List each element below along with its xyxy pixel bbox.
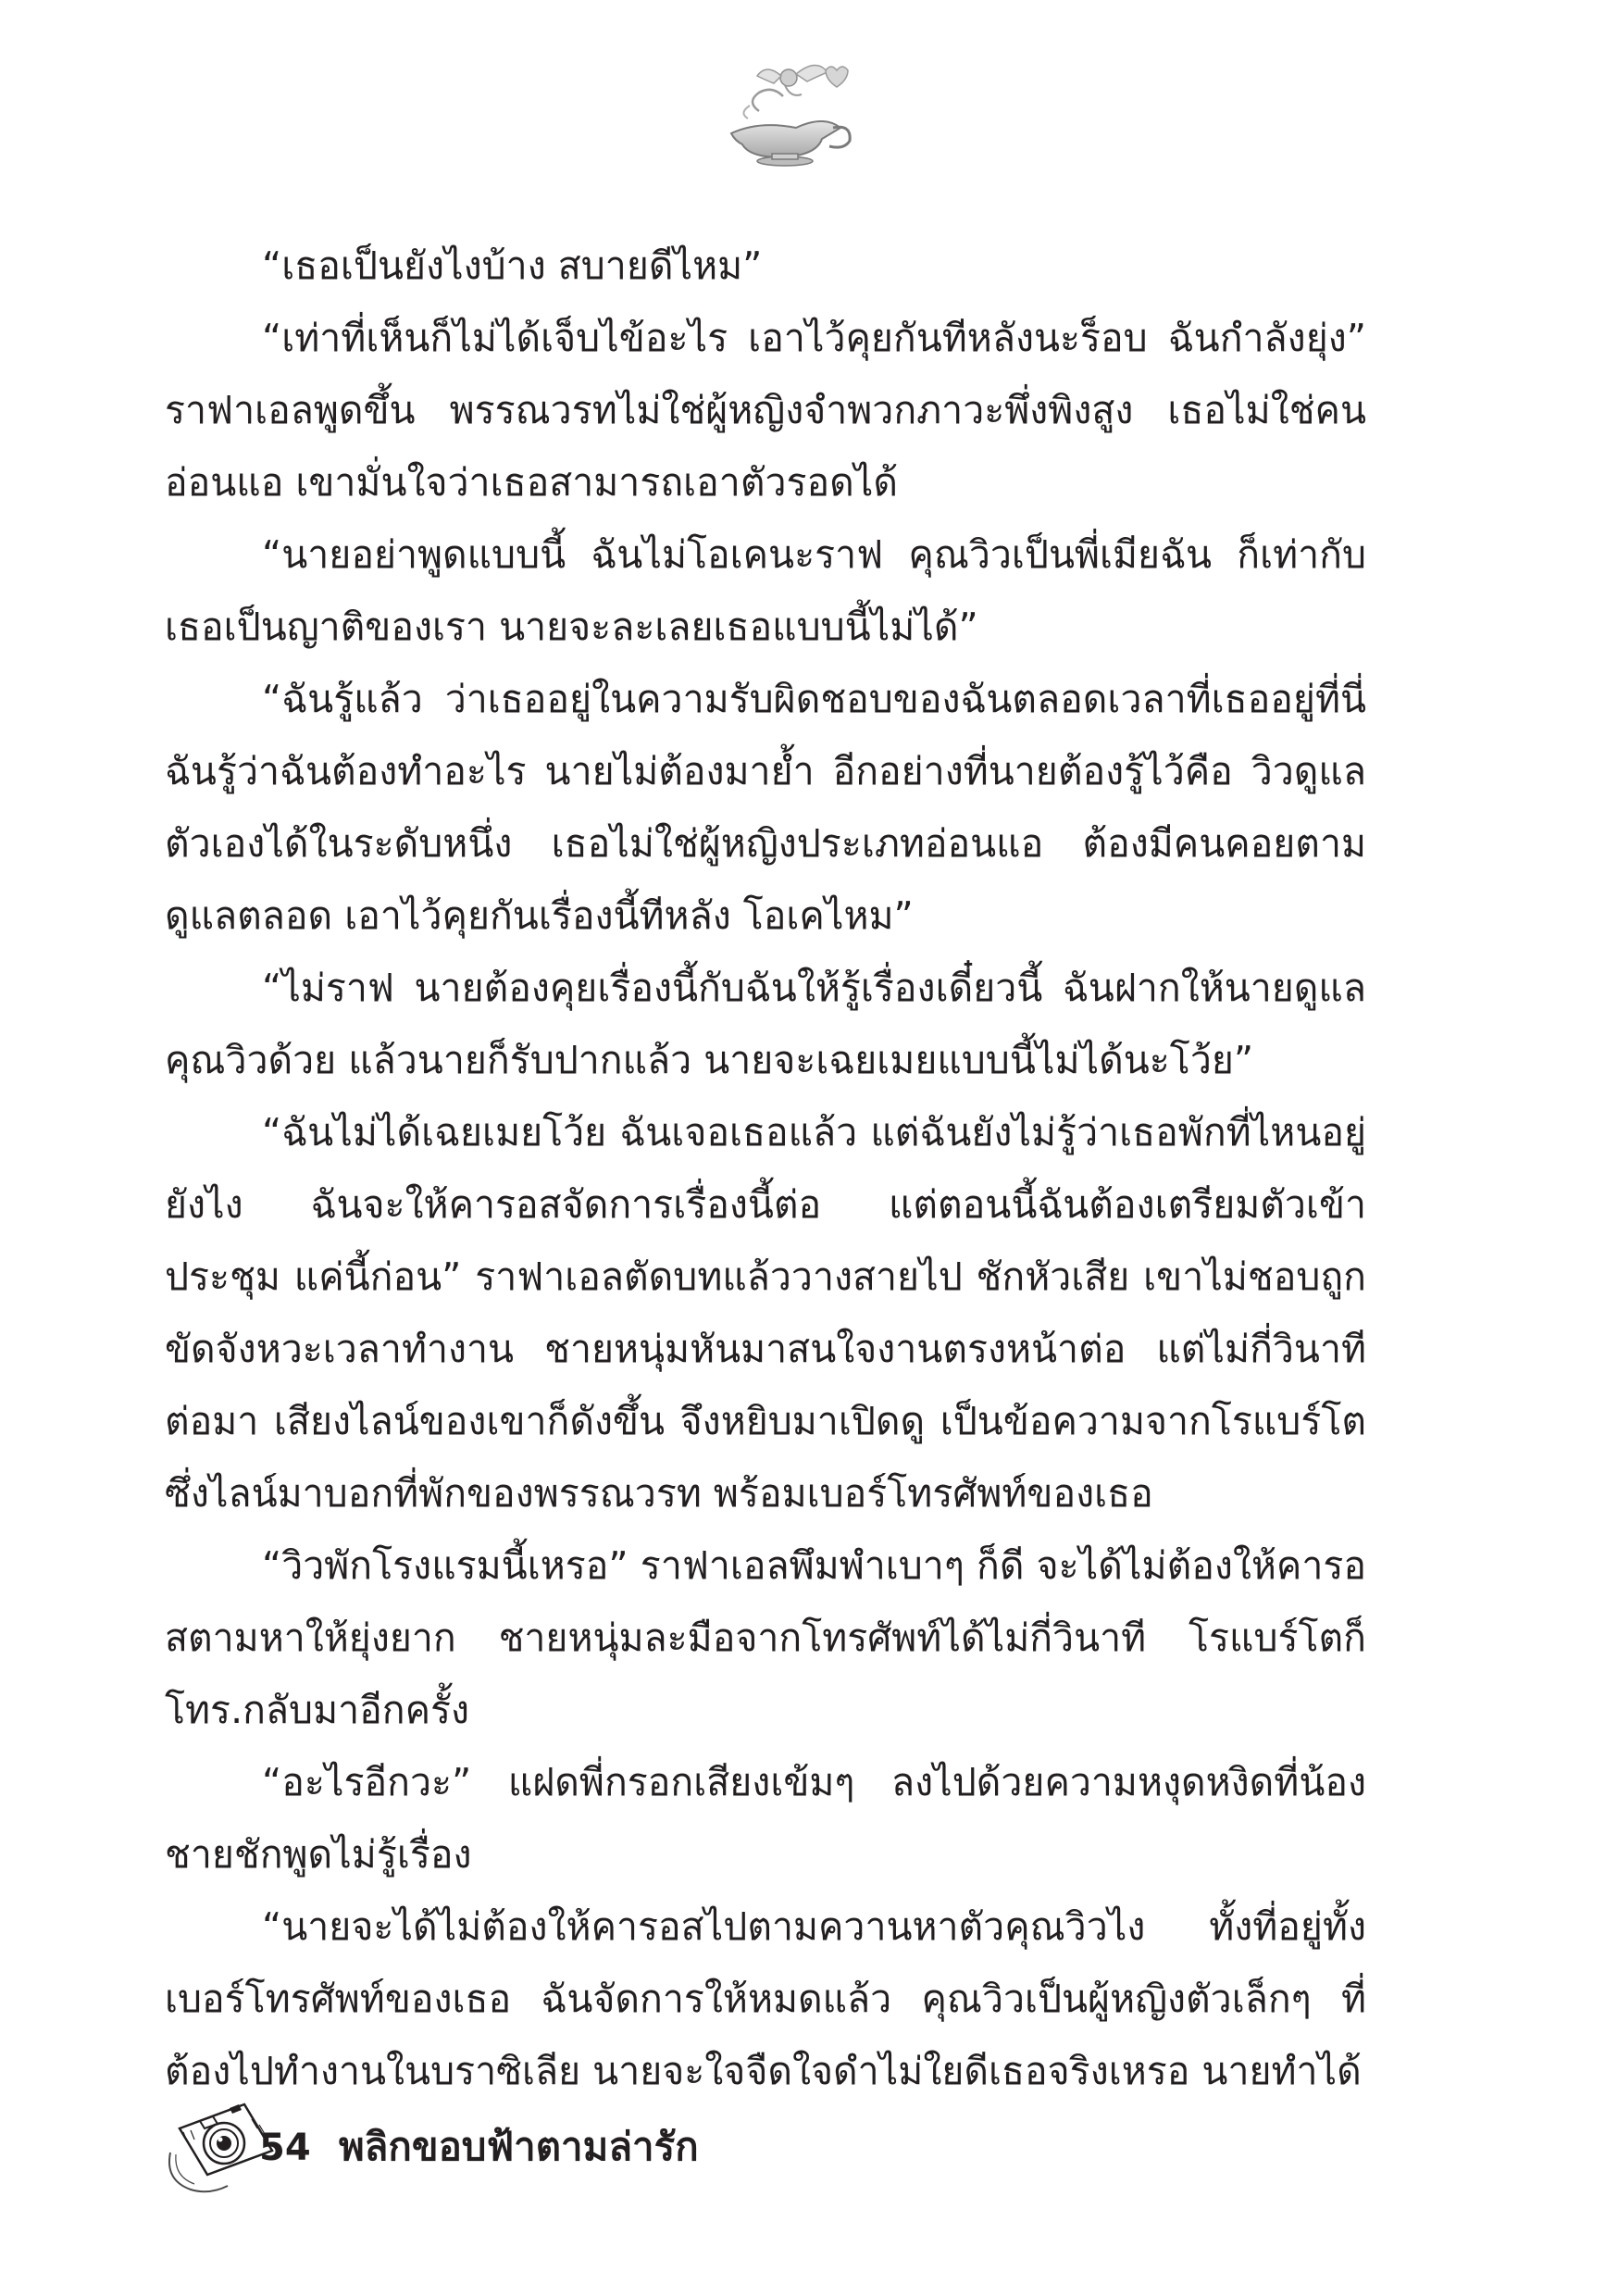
paragraph: “นายอย่าพูดแบบนี้ ฉันไม่โอเคนะราฟ คุณวิวเป็นพี่เมียฉัน ก็เท่ากับเธอเป็นญาติของเรา นายจะละเลยเธอแบบนี้ไม่ได้” [165,532,1366,649]
paragraph: “ไม่ราฟ นายต้องคุยเรื่องนี้กับฉันให้รู้เรื่องเดี๋ยวนี้ ฉันฝากให้นายดูแลคุณวิวด้วย แล้วนายก็รับปากแล้ว นายจะเฉยเมยแบบนี้ไม่ได้นะโว้ย” [165,966,1366,1082]
paragraph: “ฉันรู้แล้ว ว่าเธออยู่ในความรับผิดชอบของฉันตลอดเวลาที่เธออยู่ที่นี่ ฉันรู้ว่าฉันต้องทำอะไร นายไม่ต้องมาย้ำ อีกอย่างที่นายต้องรู้ไว้คือ วิวดูแลตัวเองได้ในระดับหนึ่ง เธอไม่ใช่ผู้หญิงประเภทอ่อนแอ ต้องมีคนคอยตามดูแลตลอด เอาไว้คุยกันเรื่องนี้ทีหลัง โอเคไหม” [165,677,1366,938]
paragraph: “นายจะได้ไม่ต้องให้คารอสไปตามควานหาตัวคุณวิวไง ทั้งที่อยู่ทั้งเบอร์โทรศัพท์ของเธอ ฉันจัดการให้หมดแล้ว คุณวิวเป็นผู้หญิงตัวเล็กๆ ที่ต้องไปทำงานในบราซิเลีย นายจะใจจืดใจดำไม่ใยดีเธอจริงเหรอ นายทำได้ [165,1904,1366,2093]
paragraph: “เธอเป็นยังไงบ้าง สบายดีไหม” [262,243,763,288]
page-number: 54 [259,2127,311,2169]
book-title: พลิกขอบฟ้าตามล่ารัก [339,2124,699,2169]
paragraph: “วิวพักโรงแรมนี้เหรอ” ราฟาเอลพึมพำเบาๆ ก็ดี จะได้ไม่ต้องให้คารอสตามหาให้ยุ่งยาก ชายหนุ่มละมือจากโทรศัพท์ได้ไม่กี่วินาที โรแบร์โตก็โทร.กลับมาอีกครั้ง [165,1543,1366,1732]
body-text [165,230,1366,2107]
genie-lamp-icon [703,57,870,168]
page-footer [163,2088,996,2199]
paragraph: “อะไรอีกวะ” แฝดพี่กรอกเสียงเข้มๆ ลงไปด้วยความหงุดหงิดที่น้องชายชักพูดไม่รู้เรื่อง [165,1760,1366,1877]
paragraph: “เท่าที่เห็นก็ไม่ได้เจ็บไข้อะไร เอาไว้คุยกันทีหลังนะร็อบ ฉันกำลังยุ่ง” ราฟาเอลพูดขึ้น พรรณวรทไม่ใช่ผู้หญิงจำพวกภาวะพึ่งพิงสูง เธอไม่ใช่คนอ่อนแอ เขามั่นใจว่าเธอสามารถเอาตัวรอดได้ [165,316,1366,505]
paragraph: “ฉันไม่ได้เฉยเมยโว้ย ฉันเจอเธอแล้ว แต่ฉันยังไม่รู้ว่าเธอพักที่ไหนอยู่ยังไง ฉันจะให้คารอสจัดการเรื่องนี้ต่อ แต่ตอนนี้ฉันต้องเตรียมตัวเข้าประชุม แค่นี้ก่อน” ราฟาเอลตัดบทแล้ววางสายไป ชักหัวเสีย เขาไม่ชอบถูกขัดจังหวะเวลาทำงาน ชายหนุ่มหันมาสนใจงานตรงหน้าต่อ แต่ไม่กี่วินาทีต่อมา เสียงไลน์ของเขาก็ดังขึ้น จึงหยิบมาเปิดดู เป็นข้อความจากโรแบร์โตซึ่งไลน์มาบอกที่พักของพรรณวรท พร้อมเบอร์โทรศัพท์ของเธอ [165,1110,1366,1516]
